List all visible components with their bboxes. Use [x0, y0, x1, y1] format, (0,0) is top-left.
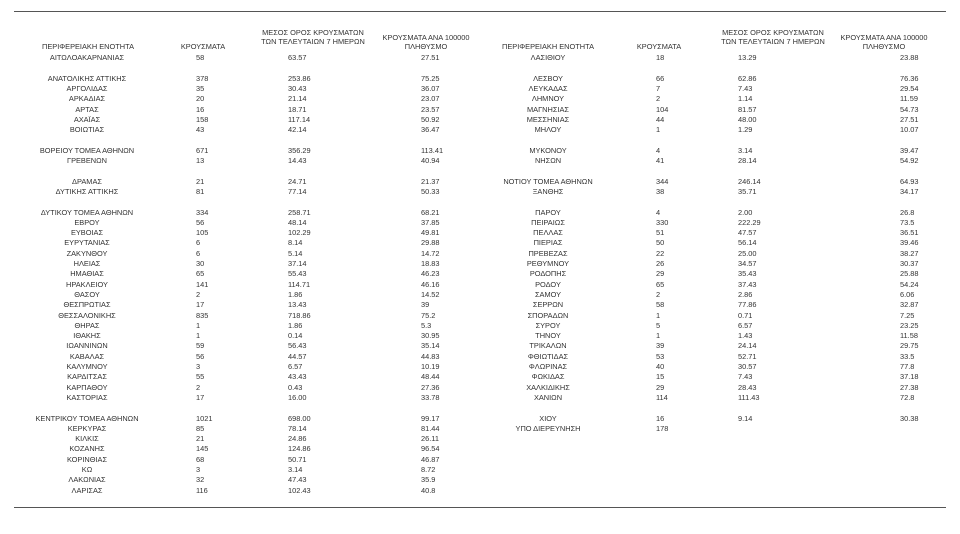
per100k-cell: 81.44: [421, 423, 440, 433]
avg7-cell: 9.14: [738, 413, 753, 423]
per100k-cell: 37.85: [421, 217, 440, 227]
per100k-cell: 40.8: [421, 485, 436, 495]
per100k-cell: 39.47: [900, 145, 919, 155]
cases-cell: 58: [656, 300, 665, 310]
left-header-per100k-line2: ΠΛΗΘΥΣΜΟ: [404, 41, 448, 51]
cases-cell: 21: [196, 434, 205, 444]
left-header-avg7-line1: ΜΕΣΟΣ ΟΡΟΣ ΚΡΟΥΣΜΑΤΩΝ: [262, 28, 364, 37]
avg7-cell: 7.43: [738, 83, 753, 93]
per100k-cell: 29.75: [900, 341, 919, 351]
cases-cell: 3: [196, 362, 201, 371]
per100k-cell: 76.36: [900, 73, 919, 83]
cases-cell: 68: [196, 454, 205, 464]
cases-cell: 65: [196, 269, 205, 279]
avg7-cell: 25.00: [738, 248, 757, 258]
per100k-cell: 113.41: [421, 145, 444, 155]
avg7-cell: 28.14: [738, 156, 757, 165]
cases-cell: 39: [656, 341, 665, 351]
region-cell: ΙΘΑΚΗΣ: [73, 331, 101, 341]
cases-cell: 50: [656, 238, 665, 248]
avg7-cell: 2.00: [738, 207, 753, 217]
region-cell: ΔΡΑΜΑΣ: [72, 176, 102, 186]
per100k-cell: 38.27: [900, 248, 919, 258]
cases-cell: 3: [196, 465, 201, 474]
cases-cell: 29: [656, 269, 665, 279]
cases-cell: 105: [196, 228, 209, 238]
cases-cell: 145: [196, 444, 209, 454]
cases-cell: 20: [196, 94, 205, 104]
per100k-cell: 54.73: [900, 104, 919, 114]
region-cell: ΚΑΛΥΜΝΟΥ: [66, 362, 108, 371]
region-cell: ΚΟΖΑΝΗΣ: [69, 444, 105, 454]
per100k-cell: 33.5: [900, 351, 915, 361]
cases-cell: 141: [196, 279, 209, 289]
cases-cell: 158: [196, 114, 209, 124]
avg7-cell: 258.71: [288, 207, 311, 217]
avg7-cell: 102.43: [288, 485, 311, 495]
region-cell: ΚΙΛΚΙΣ: [75, 434, 99, 444]
avg7-cell: 2.86: [738, 289, 753, 299]
per100k-cell: 54.24: [900, 279, 919, 289]
right-header-avg7: [718, 29, 828, 46]
cases-cell: 1: [196, 331, 201, 341]
per100k-cell: 23.07: [421, 94, 440, 104]
right-header-cases: ΚΡΟΥΣΜΑΤΑ: [636, 42, 682, 51]
avg7-cell: 1.86: [288, 289, 303, 299]
per100k-cell: 50.92: [421, 114, 440, 124]
region-cell: ΣΑΜΟΥ: [534, 289, 562, 299]
avg7-cell: 30.57: [738, 362, 757, 371]
per100k-cell: 32.87: [900, 300, 919, 310]
right-header-avg7-line2: ΤΩΝ ΤΕΛΕΥΤΑΙΩΝ 7 ΗΜΕΡΩΝ: [721, 36, 825, 46]
region-cell: ΑΡΤΑΣ: [75, 104, 99, 114]
region-cell: ΔΥΤΙΚΟΥ ΤΟΜΕΑ ΑΘΗΝΩΝ: [40, 207, 134, 217]
avg7-cell: 1.43: [738, 331, 753, 341]
avg7-cell: 56.14: [738, 238, 757, 248]
cases-cell: 18: [656, 53, 665, 62]
per100k-cell: 36.47: [421, 125, 440, 135]
per100k-cell: 39: [421, 300, 430, 310]
avg7-cell: 28.43: [738, 382, 757, 392]
cases-cell: 114: [656, 392, 668, 402]
cases-cell: 116: [196, 485, 208, 495]
avg7-cell: 30.43: [288, 83, 307, 93]
left-header-per100k-line1: ΚΡΟΥΣΜΑΤΑ ΑΝΑ 100000: [382, 33, 470, 42]
avg7-cell: 77.86: [738, 300, 757, 310]
cases-cell: 16: [656, 413, 665, 423]
per100k-cell: 30.37: [900, 259, 919, 268]
cases-cell: 43: [196, 125, 205, 135]
per100k-cell: 30.38: [900, 413, 919, 423]
per100k-cell: 14.72: [421, 248, 440, 258]
cases-cell: 330: [656, 217, 669, 227]
region-cell: ΒΟΙΩΤΙΑΣ: [69, 125, 105, 135]
region-cell: ΠΕΙΡΑΙΩΣ: [531, 217, 565, 227]
region-cell: ΘΕΣΠΡΩΤΙΑΣ: [63, 300, 111, 310]
cases-cell: 7: [656, 83, 661, 93]
avg7-cell: 7.43: [738, 372, 753, 382]
cases-cell: 58: [196, 53, 205, 62]
cases-cell: 378: [196, 73, 209, 83]
avg7-cell: 222.29: [738, 217, 761, 227]
cases-cell: 1021: [196, 413, 213, 423]
avg7-cell: 43.43: [288, 372, 307, 382]
per100k-cell: 48.44: [421, 372, 440, 382]
per100k-cell: 23.57: [421, 104, 440, 114]
avg7-cell: 1.86: [288, 320, 303, 330]
region-cell: ΣΥΡΟΥ: [535, 320, 561, 330]
region-cell: ΠΙΕΡΙΑΣ: [533, 238, 563, 248]
region-cell: ΤΡΙΚΑΛΩΝ: [529, 341, 567, 351]
region-cell: ΑΧΑΪΑΣ: [73, 114, 101, 124]
avg7-cell: 0.14: [288, 331, 303, 341]
avg7-cell: 246.14: [738, 176, 761, 186]
region-cell: ΛΑΣΙΘΙΟΥ: [530, 53, 566, 62]
avg7-cell: 63.57: [288, 53, 307, 62]
right-header-avg7-line1: ΜΕΣΟΣ ΟΡΟΣ ΚΡΟΥΣΜΑΤΩΝ: [722, 28, 824, 37]
region-cell: ΡΟΔΟΠΗΣ: [529, 269, 567, 279]
region-cell: ΥΠΟ ΔΙΕΡΕΥΝΗΣΗ: [515, 423, 581, 433]
cases-cell: 30: [196, 259, 205, 268]
avg7-cell: 21.14: [288, 94, 307, 104]
avg7-cell: 1.14: [738, 94, 753, 104]
per100k-cell: 99.17: [421, 413, 440, 423]
cases-cell: 21: [196, 176, 205, 186]
avg7-cell: 13.29: [738, 53, 757, 62]
per100k-cell: 54.92: [900, 156, 919, 165]
per100k-cell: 27.38: [900, 382, 919, 392]
avg7-cell: 81.57: [738, 104, 757, 114]
cases-cell: 104: [656, 104, 669, 114]
cases-cell: 1: [656, 331, 661, 341]
avg7-cell: 718.86: [288, 310, 311, 320]
avg7-cell: 35.43: [738, 269, 757, 279]
cases-cell: 22: [656, 248, 665, 258]
region-cell: ΚΩ: [81, 465, 93, 474]
per100k-cell: 72.8: [900, 392, 915, 402]
region-cell: ΚΟΡΙΝΘΙΑΣ: [66, 454, 108, 464]
region-cell: ΓΡΕΒΕΝΩΝ: [67, 156, 107, 165]
region-cell: ΗΡΑΚΛΕΙΟΥ: [66, 279, 108, 289]
avg7-cell: 0.43: [288, 382, 303, 392]
avg7-cell: 14.43: [288, 156, 307, 165]
region-cell: ΡΕΘΥΜΝΟΥ: [526, 259, 570, 268]
region-cell: ΝΗΣΩΝ: [534, 156, 562, 165]
avg7-cell: 24.86: [288, 434, 307, 444]
per100k-cell: 10.19: [421, 362, 440, 371]
region-cell: ΕΥΡΥΤΑΝΙΑΣ: [64, 238, 110, 248]
avg7-cell: 3.14: [738, 145, 753, 155]
cases-cell: 2: [656, 289, 661, 299]
per100k-cell: 18.83: [421, 259, 440, 268]
avg7-cell: 13.43: [288, 300, 307, 310]
region-cell: ΚΕΡΚΥΡΑΣ: [67, 423, 107, 433]
region-cell: ΠΑΡΟΥ: [535, 207, 561, 217]
cases-cell: 4: [656, 207, 661, 217]
avg7-cell: 47.57: [738, 228, 757, 238]
avg7-cell: 8.14: [288, 238, 303, 248]
cases-cell: 85: [196, 423, 205, 433]
cases-cell: 344: [656, 176, 669, 186]
cases-cell: 178: [656, 423, 669, 433]
avg7-cell: 6.57: [288, 362, 303, 371]
cases-cell: 16: [196, 104, 205, 114]
left-header-avg7-line2: ΤΩΝ ΤΕΛΕΥΤΑΙΩΝ 7 ΗΜΕΡΩΝ: [261, 36, 365, 46]
region-cell: ΛΑΚΩΝΙΑΣ: [68, 475, 106, 485]
per100k-cell: 8.72: [421, 465, 436, 474]
per100k-cell: 44.83: [421, 351, 440, 361]
per100k-cell: 46.16: [421, 279, 440, 289]
avg7-cell: 111.43: [738, 392, 760, 402]
avg7-cell: 114.71: [288, 279, 311, 289]
per100k-cell: 29.54: [900, 83, 919, 93]
region-cell: ΜΑΓΝΗΣΙΑΣ: [527, 104, 569, 114]
avg7-cell: 56.43: [288, 341, 307, 351]
region-cell: ΣΠΟΡΑΔΩΝ: [527, 310, 569, 320]
cases-cell: 17: [196, 300, 205, 310]
avg7-cell: 6.57: [738, 320, 753, 330]
per100k-cell: 27.51: [421, 53, 440, 62]
per100k-cell: 23.88: [900, 53, 919, 62]
per100k-cell: 5.3: [421, 320, 432, 330]
region-cell: ΜΥΚΟΝΟΥ: [529, 145, 567, 155]
region-cell: ΚΑΣΤΟΡΙΑΣ: [66, 392, 108, 402]
avg7-cell: 37.43: [738, 279, 757, 289]
cases-cell: 26: [656, 259, 665, 268]
region-cell: ΣΕΡΡΩΝ: [532, 300, 564, 310]
per100k-cell: 36.51: [900, 228, 919, 238]
cases-cell: 4: [656, 145, 661, 155]
region-cell: ΗΜΑΘΙΑΣ: [70, 269, 104, 279]
avg7-cell: 3.14: [288, 465, 303, 474]
per100k-cell: 21.37: [421, 176, 440, 186]
region-cell: ΑΡΚΑΔΙΑΣ: [68, 94, 106, 104]
left-header-per100k: [378, 34, 474, 51]
avg7-cell: 37.14: [288, 259, 307, 268]
per100k-cell: 34.17: [900, 186, 919, 196]
region-cell: ΧΑΝΙΩΝ: [533, 392, 563, 402]
region-cell: ΛΕΣΒΟΥ: [533, 73, 563, 83]
cases-cell: 59: [196, 341, 205, 351]
cases-cell: 51: [656, 228, 665, 238]
bottom-rule: [14, 507, 946, 508]
cases-cell: 32: [196, 475, 205, 485]
per100k-cell: 7.25: [900, 310, 915, 320]
avg7-cell: 35.71: [738, 186, 757, 196]
region-cell: ΠΡΕΒΕΖΑΣ: [528, 248, 568, 258]
avg7-cell: 0.71: [738, 310, 753, 320]
region-cell: ΖΑΚΥΝΘΟΥ: [66, 248, 108, 258]
per100k-cell: 26.11: [421, 434, 439, 444]
avg7-cell: 356.29: [288, 145, 311, 155]
left-header-avg7: [258, 29, 368, 46]
region-cell: ΛΑΡΙΣΑΣ: [71, 485, 103, 495]
region-cell: ΦΩΚΙΔΑΣ: [531, 372, 565, 382]
avg7-cell: 44.57: [288, 351, 307, 361]
avg7-cell: 16.00: [288, 392, 307, 402]
avg7-cell: 34.57: [738, 259, 757, 268]
cases-cell: 35: [196, 83, 205, 93]
region-cell: ΛΗΜΝΟΥ: [531, 94, 565, 104]
region-cell: ΕΒΡΟΥ: [74, 217, 100, 227]
cases-cell: 671: [196, 145, 209, 155]
avg7-cell: 47.43: [288, 475, 307, 485]
avg7-cell: 48.14: [288, 217, 307, 227]
region-cell: ΛΕΥΚΑΔΑΣ: [528, 83, 568, 93]
cases-cell: 13: [196, 156, 205, 165]
region-cell: ΧΙΟΥ: [539, 413, 557, 423]
cases-cell: 5: [656, 320, 661, 330]
per100k-cell: 75.25: [421, 73, 440, 83]
right-header-region: ΠΕΡΙΦΕΡΕΙΑΚΗ ΕΝΟΤΗΤΑ: [502, 42, 594, 51]
cases-cell: 81: [196, 186, 205, 196]
per100k-cell: 36.07: [421, 83, 440, 93]
region-cell: ΡΟΔΟΥ: [535, 279, 561, 289]
avg7-cell: 102.29: [288, 228, 311, 238]
per100k-cell: 33.78: [421, 392, 440, 402]
per100k-cell: 30.95: [421, 331, 440, 341]
right-header-per100k-line1: ΚΡΟΥΣΜΑΤΑ ΑΝΑ 100000: [840, 33, 928, 42]
cases-cell: 41: [656, 156, 665, 165]
region-cell: ΚΑΒΑΛΑΣ: [69, 351, 105, 361]
per100k-cell: 6.06: [900, 289, 915, 299]
avg7-cell: 698.00: [288, 413, 311, 423]
region-cell: ΘΕΣΣΑΛΟΝΙΚΗΣ: [58, 310, 116, 320]
avg7-cell: 52.71: [738, 351, 757, 361]
left-header-cases: ΚΡΟΥΣΜΑΤΑ: [180, 42, 226, 51]
per100k-cell: 11.58: [900, 331, 918, 341]
region-cell: ΗΛΕΙΑΣ: [73, 259, 101, 268]
per100k-cell: 73.5: [900, 217, 915, 227]
avg7-cell: 124.86: [288, 444, 311, 454]
avg7-cell: 253.86: [288, 73, 311, 83]
avg7-cell: 62.86: [738, 73, 757, 83]
region-cell: ΤΗΝΟΥ: [535, 331, 561, 341]
region-cell: ΜΗΛΟΥ: [534, 125, 562, 135]
per100k-cell: 49.81: [421, 228, 440, 238]
cases-cell: 15: [656, 372, 665, 382]
per100k-cell: 75.2: [421, 310, 436, 320]
avg7-cell: 77.14: [288, 186, 307, 196]
per100k-cell: 10.07: [900, 125, 919, 135]
cases-cell: 44: [656, 114, 665, 124]
cases-cell: 334: [196, 207, 209, 217]
right-header-per100k-line2: ΠΛΗΘΥΣΜΟ: [862, 41, 906, 51]
left-header-region: ΠΕΡΙΦΕΡΕΙΑΚΗ ΕΝΟΤΗΤΑ: [42, 42, 134, 51]
cases-cell: 6: [196, 238, 201, 248]
avg7-cell: 1.29: [738, 125, 753, 135]
per100k-cell: 40.94: [421, 156, 440, 165]
region-cell: ΔΥΤΙΚΗΣ ΑΤΤΙΚΗΣ: [55, 186, 119, 196]
region-cell: ΑΝΑΤΟΛΙΚΗΣ ΑΤΤΙΚΗΣ: [47, 73, 127, 83]
per100k-cell: 77.8: [900, 362, 915, 371]
cases-cell: 65: [656, 279, 665, 289]
per100k-cell: 27.51: [900, 114, 919, 124]
per100k-cell: 35.14: [421, 341, 440, 351]
cases-cell: 17: [196, 392, 205, 402]
per100k-cell: 96.54: [421, 444, 440, 454]
per100k-cell: 26.8: [900, 207, 915, 217]
avg7-cell: 24.14: [738, 341, 757, 351]
region-cell: ΦΘΙΩΤΙΔΑΣ: [527, 351, 569, 361]
per100k-cell: 50.33: [421, 186, 440, 196]
cases-cell: 1: [656, 125, 661, 135]
cases-cell: 56: [196, 351, 205, 361]
cases-cell: 38: [656, 186, 665, 196]
per100k-cell: 68.21: [421, 207, 440, 217]
region-cell: ΧΑΛΚΙΔΙΚΗΣ: [526, 382, 570, 392]
region-cell: ΒΟΡΕΙΟΥ ΤΟΜΕΑ ΑΘΗΝΩΝ: [39, 145, 135, 155]
per100k-cell: 23.25: [900, 320, 919, 330]
cases-cell: 56: [196, 217, 205, 227]
per100k-cell: 14.52: [421, 289, 440, 299]
region-cell: ΘΗΡΑΣ: [74, 320, 100, 330]
region-cell: ΑΡΓΟΛΙΔΑΣ: [66, 83, 108, 93]
avg7-cell: 42.14: [288, 125, 307, 135]
cases-cell: 1: [656, 310, 661, 320]
cases-cell: 55: [196, 372, 205, 382]
top-rule: [14, 11, 946, 12]
region-cell: ΦΛΩΡΙΝΑΣ: [528, 362, 568, 371]
region-cell: ΕΥΒΟΙΑΣ: [70, 228, 104, 238]
avg7-cell: 48.00: [738, 114, 757, 124]
avg7-cell: 50.71: [288, 454, 307, 464]
avg7-cell: 18.71: [288, 104, 307, 114]
avg7-cell: 24.71: [288, 176, 307, 186]
per100k-cell: 35.9: [421, 475, 436, 485]
cases-cell: 2: [196, 289, 201, 299]
region-cell: ΙΩΑΝΝΙΝΩΝ: [66, 341, 108, 351]
cases-cell: 2: [196, 382, 201, 392]
cases-cell: 1: [196, 320, 201, 330]
avg7-cell: 117.14: [288, 114, 311, 124]
per100k-cell: 37.18: [900, 372, 919, 382]
avg7-cell: 78.14: [288, 423, 307, 433]
region-cell: ΘΑΣΟΥ: [74, 289, 100, 299]
per100k-cell: 27.36: [421, 382, 440, 392]
region-cell: ΜΕΣΣΗΝΙΑΣ: [526, 114, 570, 124]
region-cell: ΚΕΝΤΡΙΚΟΥ ΤΟΜΕΑ ΑΘΗΝΩΝ: [35, 413, 139, 423]
region-cell: ΞΑΝΘΗΣ: [532, 186, 564, 196]
right-header-per100k: [836, 34, 932, 51]
per100k-cell: 39.46: [900, 238, 919, 248]
region-cell: ΚΑΡΔΙΤΣΑΣ: [67, 372, 107, 382]
per100k-cell: 46.87: [421, 454, 440, 464]
region-cell: ΠΕΛΛΑΣ: [533, 228, 563, 238]
cases-cell: 40: [656, 362, 665, 371]
avg7-cell: 55.43: [288, 269, 307, 279]
region-cell: ΝΟΤΙΟΥ ΤΟΜΕΑ ΑΘΗΝΩΝ: [503, 176, 593, 186]
cases-cell: 835: [196, 310, 209, 320]
cases-cell: 66: [656, 73, 665, 83]
region-cell: ΑΙΤΩΛΟΑΚΑΡΝΑΝΙΑΣ: [49, 53, 125, 62]
per100k-cell: 64.93: [900, 176, 919, 186]
avg7-cell: 5.14: [288, 248, 303, 258]
region-cell: ΚΑΡΠΑΘΟΥ: [66, 382, 108, 392]
cases-cell: 53: [656, 351, 665, 361]
per100k-cell: 25.88: [900, 269, 919, 279]
cases-cell: 29: [656, 382, 665, 392]
cases-cell: 6: [196, 248, 201, 258]
per100k-cell: 29.88: [421, 238, 440, 248]
per100k-cell: 46.23: [421, 269, 440, 279]
per100k-cell: 11.59: [900, 94, 918, 104]
cases-cell: 2: [656, 94, 661, 104]
